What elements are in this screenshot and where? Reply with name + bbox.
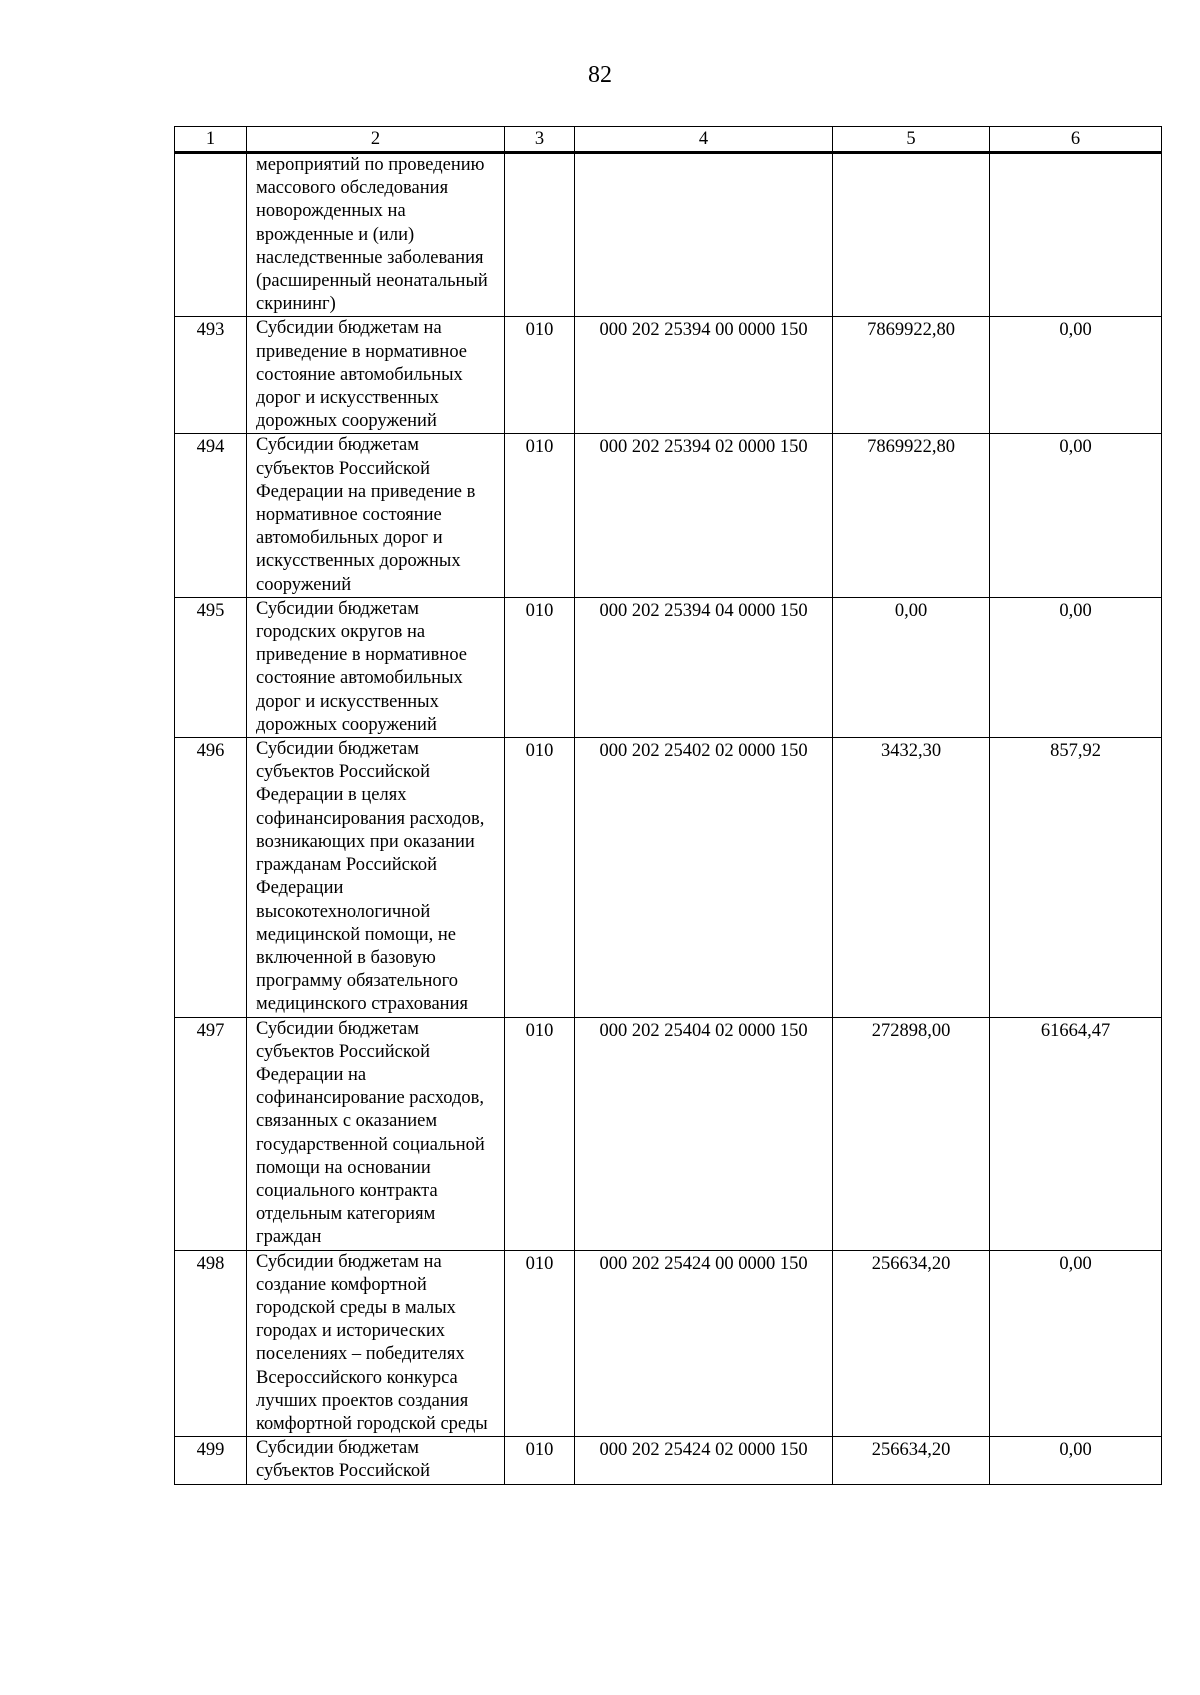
row-name: Субсидии бюджетам на приведение в нормативное состояние автомобильных дорог и искусственных дорожных сооружений [247, 317, 505, 434]
row-amount-col5 [833, 153, 990, 317]
row-number: 495 [175, 597, 247, 737]
table-row [175, 317, 1162, 434]
table-row [175, 1250, 1162, 1437]
header-row [175, 127, 1162, 153]
row-budget-code: 000 202 25424 00 0000 150 [575, 1250, 833, 1437]
row-budget-code: 000 202 25424 02 0000 150 [575, 1437, 833, 1484]
table-row [175, 738, 1162, 1017]
row-number: 498 [175, 1250, 247, 1437]
row-name: Субсидии бюджетам городских округов на приведение в нормативное состояние автомобильных дорог и искусственных дорожных сооружений [247, 597, 505, 737]
table-body [175, 153, 1162, 1485]
row-amount-col6: 0,00 [990, 434, 1162, 597]
row-budget-code [575, 153, 833, 317]
row-amount-col5: 272898,00 [833, 1017, 990, 1250]
row-name: Субсидии бюджетам субъектов Российской Федерации на приведение в нормативное состояние автомобильных дорог и искусственных дорожных сооружений [247, 434, 505, 597]
row-amount-col6: 0,00 [990, 1250, 1162, 1437]
row-amount-col6: 0,00 [990, 317, 1162, 434]
row-amount-col6: 0,00 [990, 597, 1162, 737]
row-budget-code: 000 202 25402 02 0000 150 [575, 738, 833, 1017]
row-amount-col5: 0,00 [833, 597, 990, 737]
row-name: Субсидии бюджетам субъектов Российской Федерации на софинансирование расходов, связанных с оказанием государственной социальной помощи на основании социального контракта отдельным категориям граждан [247, 1017, 505, 1250]
row-budget-code: 000 202 25394 00 0000 150 [575, 317, 833, 434]
header-col-3: 3 [505, 127, 575, 153]
header-col-5: 5 [833, 127, 990, 153]
row-admin-code: 010 [505, 434, 575, 597]
row-admin-code: 010 [505, 317, 575, 434]
table-row [175, 153, 1162, 317]
table-row [175, 1437, 1162, 1484]
row-number [175, 153, 247, 317]
row-admin-code: 010 [505, 738, 575, 1017]
table-row [175, 1017, 1162, 1250]
table-row [175, 597, 1162, 737]
row-amount-col5: 7869922,80 [833, 434, 990, 597]
budget-table [174, 126, 1162, 1485]
row-number: 496 [175, 738, 247, 1017]
table-header [175, 127, 1162, 153]
row-number: 499 [175, 1437, 247, 1484]
row-number: 497 [175, 1017, 247, 1250]
header-col-2: 2 [247, 127, 505, 153]
row-admin-code [505, 153, 575, 317]
header-col-4: 4 [575, 127, 833, 153]
row-amount-col5: 256634,20 [833, 1250, 990, 1437]
row-amount-col6: 0,00 [990, 1437, 1162, 1484]
row-budget-code: 000 202 25404 02 0000 150 [575, 1017, 833, 1250]
row-name: мероприятий по проведению массового обследования новорожденных на врожденные и (или) наследственные заболевания (расширенный неонатальный скрининг) [247, 153, 505, 317]
row-name: Субсидии бюджетам субъектов Российской [247, 1437, 505, 1484]
row-admin-code: 010 [505, 597, 575, 737]
row-amount-col6 [990, 153, 1162, 317]
row-budget-code: 000 202 25394 04 0000 150 [575, 597, 833, 737]
header-col-1: 1 [175, 127, 247, 153]
row-amount-col6: 61664,47 [990, 1017, 1162, 1250]
row-amount-col5: 3432,30 [833, 738, 990, 1017]
row-budget-code: 000 202 25394 02 0000 150 [575, 434, 833, 597]
row-name: Субсидии бюджетам субъектов Российской Федерации в целях софинансирования расходов, возникающих при оказании гражданам Российской Федерации высокотехнологичной медицинской помощи, не включенной в базовую программу обязательного медицинского страхования [247, 738, 505, 1017]
row-admin-code: 010 [505, 1437, 575, 1484]
row-name: Субсидии бюджетам на создание комфортной городской среды в малых городах и исторических поселениях – победителях Всероссийского конкурса лучших проектов создания комфортной городской среды [247, 1250, 505, 1437]
row-amount-col5: 7869922,80 [833, 317, 990, 434]
row-number: 494 [175, 434, 247, 597]
header-col-6: 6 [990, 127, 1162, 153]
row-admin-code: 010 [505, 1017, 575, 1250]
row-amount-col5: 256634,20 [833, 1437, 990, 1484]
row-admin-code: 010 [505, 1250, 575, 1437]
table-row [175, 434, 1162, 597]
row-number: 493 [175, 317, 247, 434]
page-number: 82 [588, 62, 612, 88]
row-amount-col6: 857,92 [990, 738, 1162, 1017]
